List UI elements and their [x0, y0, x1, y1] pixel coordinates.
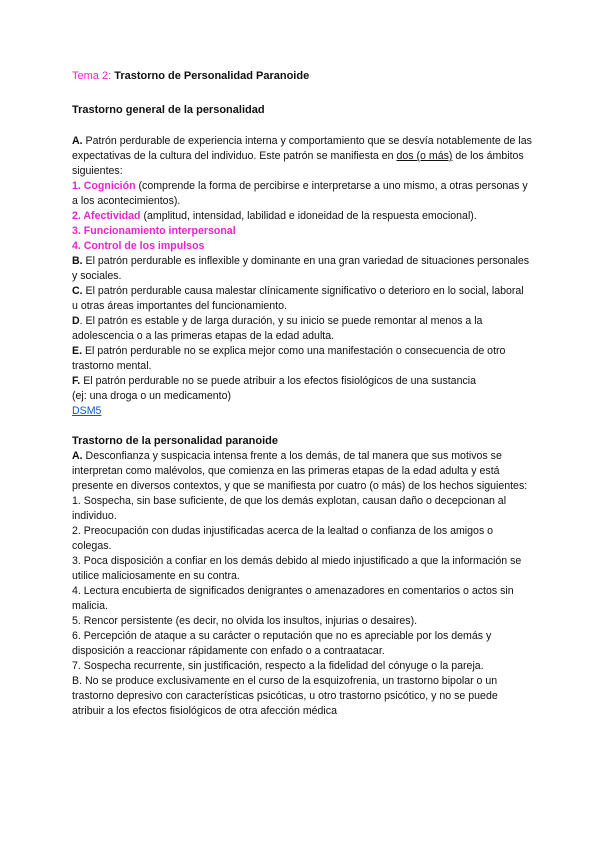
criterion-d-general: D. El patrón es estable y de larga duración, y su inicio se puede remontar al menos a la adolescencia o a las primeras etapas de la edad adulta.: [72, 315, 483, 342]
dsm5-link[interactable]: DSM5: [72, 405, 102, 417]
paranoid-item-6: 6. Percepción de ataque a su carácter o reputación que no es apreciable por los demás y disposición a reaccionar rápidamente con enfado o a contraatacar.: [72, 630, 492, 657]
criterion-b-paranoid: B. No se produce exclusivamente en el curso de la esquizofrenia, un trastorno bipolar o un trastorno depresivo con características psicóticas, u otro trastorno psicótico, y no se puede atribuir a los efectos fisiológicos de otra afección médica: [72, 675, 498, 717]
paranoid-item-7: 7. Sospecha recurrente, sin justificación, respecto a la fidelidad del cónyuge o la pareja.: [72, 660, 484, 672]
document-page: [72, 68, 532, 719]
criterion-c-general: C. El patrón perdurable causa malestar clínicamente significativo o deterioro en lo social, laboral u otras áreas importantes del funcionamiento.: [72, 285, 524, 312]
criterion-e-general: E. El patrón perdurable no se explica mejor como una manifestación o consecuencia de otro trastorno mental.: [72, 345, 506, 372]
tema-title: Trastorno de Personalidad Paranoide: [114, 70, 310, 82]
criterion-f-general: F. El patrón perdurable no se puede atribuir a los efectos fisiológicos de una sustancia: [72, 375, 477, 387]
criterion-a-general: A. Patrón perdurable de experiencia interna y comportamiento que se desvía notablemente de las expectativas de la cultura del individuo. Este patrón se manifiesta en dos (o más) de los ámbitos siguientes:: [72, 135, 532, 177]
criterion-a-paranoid: A. Desconfianza y suspicacia intensa frente a los demás, de tal manera que sus motivos se interpretan como malévolos, que comienza en las primeras etapas de la edad adulta y está presente en diversos contextos, y que se manifiesta por cuatro (o más) de los hechos siguientes:: [72, 450, 528, 492]
domain-item-interpersonal: 3. Funcionamiento interpersonal: [72, 225, 236, 237]
paranoid-disorder-heading: Trastorno de la personalidad paranoide: [72, 435, 278, 447]
domain-item-affectivity: 2. Afectividad (amplitud, intensidad, labilidad e idoneidad de la respuesta emocional).: [72, 210, 477, 222]
paranoid-item-2: 2. Preocupación con dudas injustificadas acerca de la lealtad o confianza de los amigos o colegas.: [72, 525, 494, 552]
paranoid-item-5: 5. Rencor persistente (es decir, no olvida los insultos, injurias o desaires).: [72, 615, 418, 627]
paranoid-item-4: 4. Lectura encubierta de significados denigrantes o amenazadores en comentarios o actos sin malicia.: [72, 585, 514, 612]
document-title: [72, 68, 532, 84]
criterion-b-general: B. El patrón perdurable es inflexible y dominante en una gran variedad de situaciones personales y sociales.: [72, 255, 530, 282]
paranoid-item-3: 3. Poca disposición a confiar en los demás debido al miedo injustificado a que la información se utilice maliciosamente en su contra.: [72, 555, 522, 582]
criterion-f-example: (ej: una droga o un medicamento): [72, 390, 231, 402]
tema-label: Tema 2:: [72, 70, 112, 82]
domain-item-impulse-control: 4. Control de los impulsos: [72, 240, 205, 252]
dos-o-mas-emphasis: dos (o más): [396, 150, 453, 162]
general-disorder-heading: Trastorno general de la personalidad: [72, 104, 265, 116]
paranoid-item-1: 1. Sospecha, sin base suficiente, de que los demás explotan, causan daño o decepcionan al individuo.: [72, 495, 507, 522]
domain-item-cognition: 1. Cognición (comprende la forma de percibirse e interpretarse a uno mismo, a otras personas y a los acontecimientos).: [72, 180, 528, 207]
